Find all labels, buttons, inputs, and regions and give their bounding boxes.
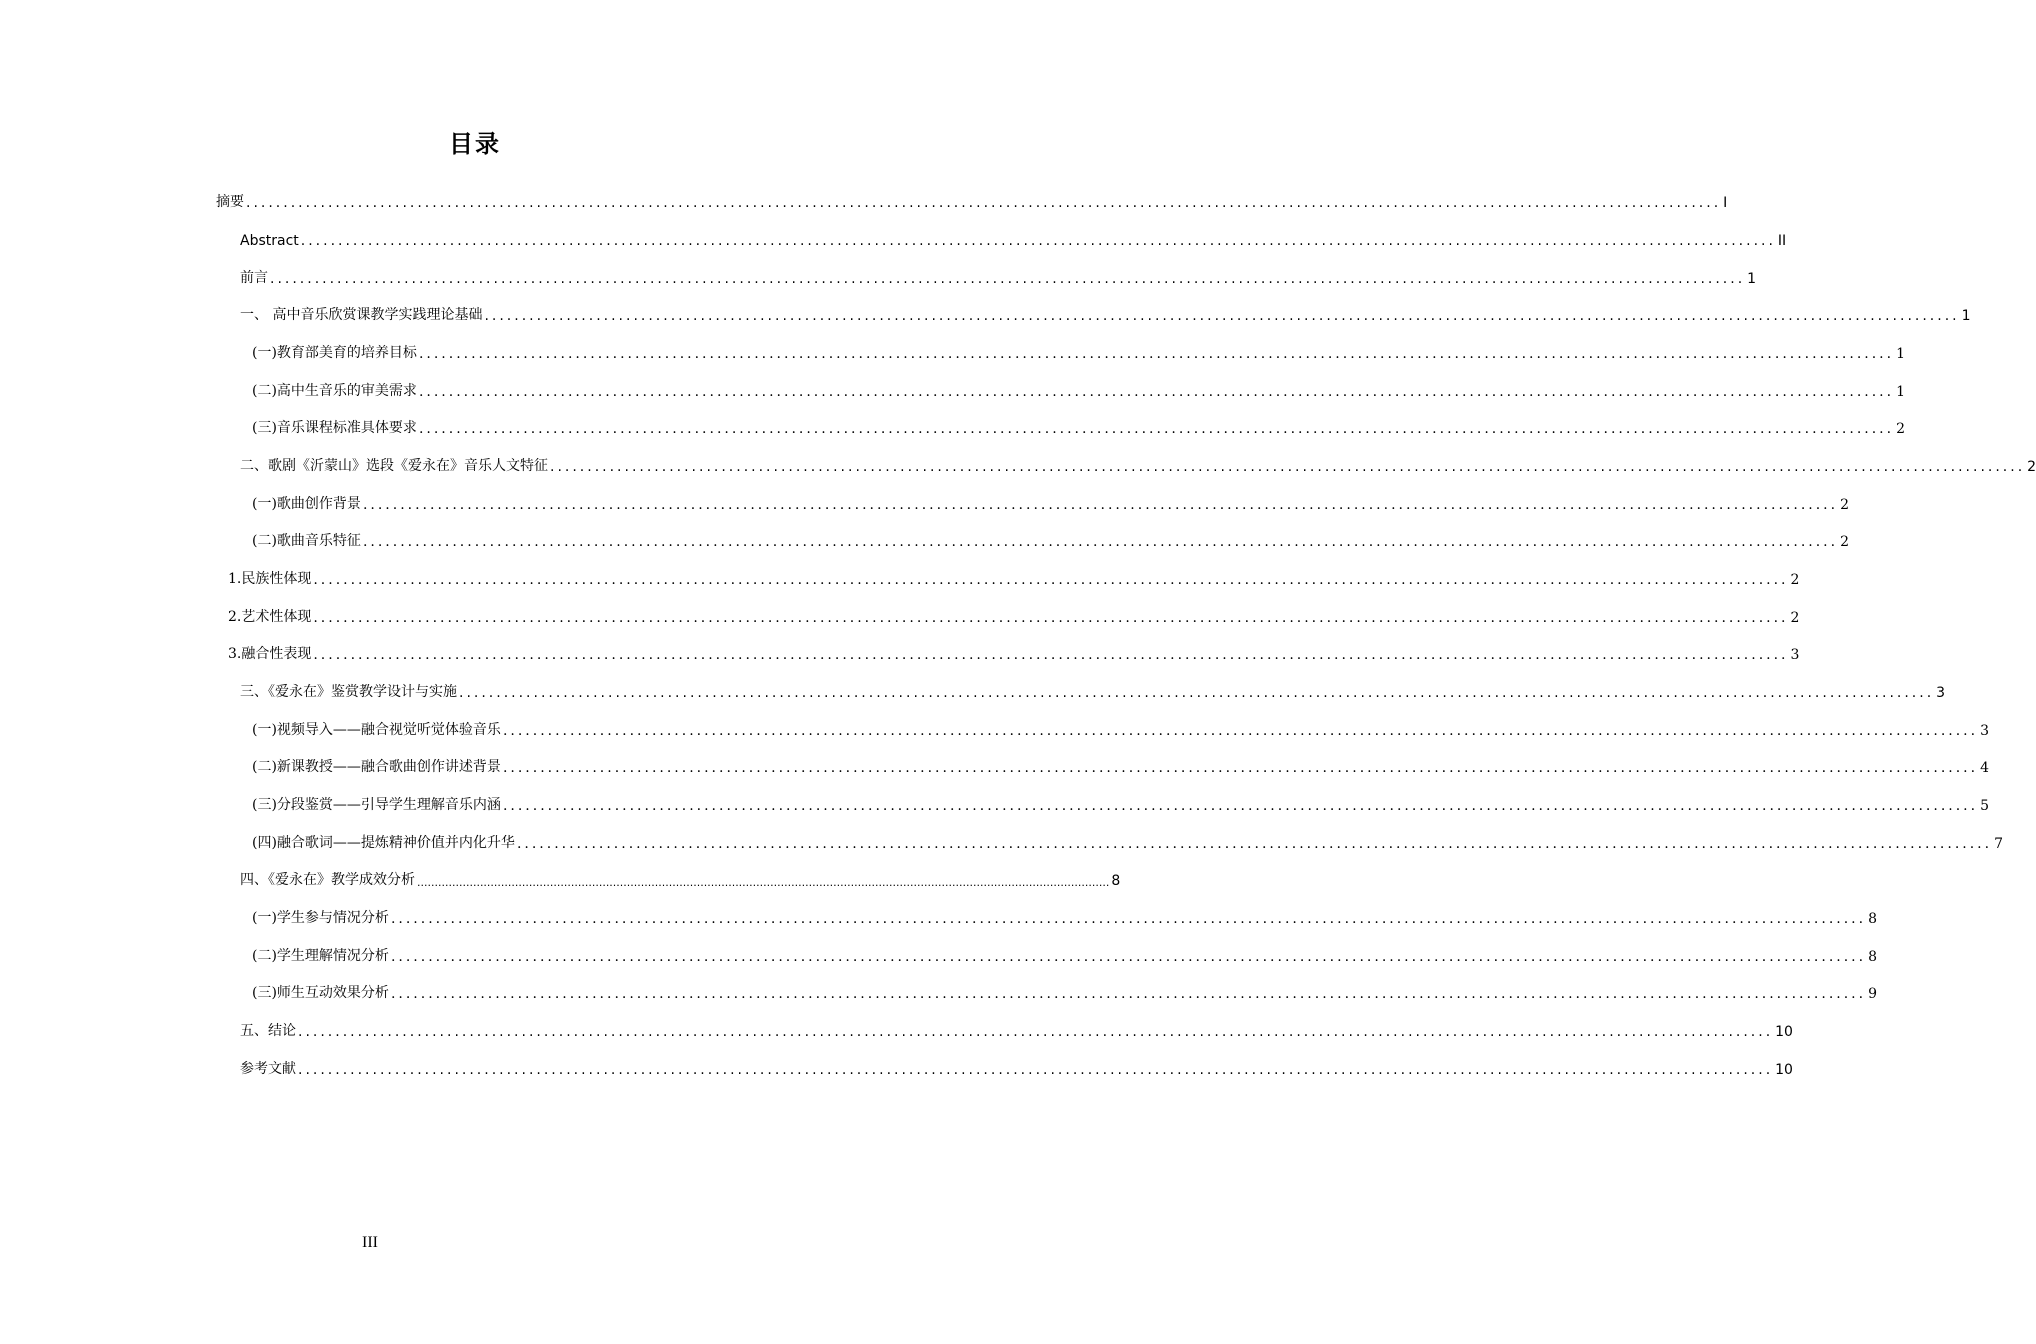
toc-entry-chapter-3[interactable] bbox=[240, 675, 1946, 701]
toc-entry-section-3-1[interactable] bbox=[252, 713, 1989, 739]
toc-entry-label: 四、《爱永在》教学成效分析 bbox=[240, 872, 415, 888]
toc-entry-section-3-4[interactable] bbox=[252, 826, 2003, 852]
toc-entry-section-1-3[interactable] bbox=[252, 411, 1905, 437]
toc-entry-preface[interactable] bbox=[240, 261, 1757, 287]
toc-leader: ...................................................................................................................................................................................................... bbox=[362, 497, 1839, 513]
toc-entry-chapter-2[interactable] bbox=[240, 449, 2036, 475]
toc-entry-label: (三)分段鉴赏——引导学生理解音乐内涵 bbox=[252, 797, 501, 813]
toc-entry-label: (四)融合歌词——提炼精神价值并内化升华 bbox=[252, 835, 515, 851]
toc-entry-label: (二)新课教授——融合歌曲创作讲述背景 bbox=[252, 759, 501, 775]
toc-leader: ...................................................................................................................................................................................................... bbox=[313, 647, 1789, 663]
toc-entry-page: 4 bbox=[1980, 760, 1989, 776]
toc-leader: ...................................................................................................................................................................................................... bbox=[313, 572, 1789, 588]
toc-entry-section-4-3[interactable] bbox=[252, 976, 1877, 1002]
toc-leader: ...................................................................................................................................................................................................... bbox=[418, 384, 1895, 400]
toc-entry-page: 8 bbox=[1868, 949, 1877, 965]
toc-leader: ...................................................................................................................................................................................................... bbox=[390, 986, 1867, 1002]
toc-leader: ...................................................................................................................................................................................................... bbox=[298, 1062, 1774, 1078]
toc-leader: ...................................................................................................................................................................................................... bbox=[418, 421, 1895, 437]
toc-title: 目录 bbox=[449, 130, 501, 158]
toc-entry-page: 10 bbox=[1775, 1024, 1793, 1040]
toc-entry-page: 1 bbox=[1747, 271, 1757, 287]
toc-entry-label: 二、歌剧《沂蒙山》选段《爱永在》音乐人文特征 bbox=[240, 458, 548, 474]
toc-leader: ...................................................................................................................................................................................................... bbox=[550, 459, 2026, 475]
toc-entry-label: (一)学生参与情况分析 bbox=[252, 910, 389, 926]
toc-entry-page: 2 bbox=[1840, 497, 1849, 513]
toc-entry-label: 2.艺术性体现 bbox=[228, 609, 312, 625]
toc-entry-page: 8 bbox=[1868, 911, 1877, 927]
toc-entry-label: 三、《爱永在》鉴赏教学设计与实施 bbox=[240, 684, 457, 700]
toc-entry-label: 3.融合性表现 bbox=[228, 646, 312, 662]
toc-entry-label: (三)音乐课程标准具体要求 bbox=[252, 420, 417, 436]
toc-entry-page: 8 bbox=[1111, 873, 1121, 889]
toc-entry-label: (二)学生理解情况分析 bbox=[252, 948, 389, 964]
toc-entry-page: 2 bbox=[1790, 610, 1800, 626]
toc-leader: ...................................................................................................................................................................................................... bbox=[502, 798, 1979, 814]
toc-leader: ...................................................................................................................................................................................................... bbox=[418, 346, 1895, 362]
toc-leader: ...................................................................................................................................................................................................... bbox=[313, 610, 1789, 626]
toc-entry-subsection-1[interactable] bbox=[228, 562, 1800, 588]
toc-leader: ...................................................................................................................................................................................................... bbox=[484, 308, 1960, 324]
toc-entry-label: 参考文献 bbox=[240, 1061, 296, 1077]
toc-entry-page: 9 bbox=[1868, 986, 1877, 1002]
toc-leader: ...................................................................................................................................................................................................... bbox=[362, 534, 1839, 550]
toc-entry-section-4-2[interactable] bbox=[252, 939, 1877, 965]
toc-entry-page: 3 bbox=[1980, 723, 1989, 739]
toc-leader: ...................................................................................................................................................................................................... bbox=[502, 760, 1979, 776]
toc-entry-page: 10 bbox=[1775, 1062, 1793, 1078]
toc-entry-label: (二)歌曲音乐特征 bbox=[252, 533, 361, 549]
toc-leader: ...................................................................................................................................................................................................... bbox=[298, 1024, 1774, 1040]
toc-entry-label: 前言 bbox=[240, 270, 268, 286]
toc-entry-section-4-1[interactable] bbox=[252, 901, 1877, 927]
toc-entry-page: 2 bbox=[1896, 421, 1905, 437]
toc-entry-chapter-4[interactable] bbox=[240, 863, 1121, 889]
toc-leader: ...................................................................................................................................................................................................... bbox=[390, 949, 1867, 965]
toc-entry-section-1-1[interactable] bbox=[252, 336, 1905, 362]
toc-entry-page: 7 bbox=[1994, 836, 2003, 852]
toc-entry-label: (一)教育部美育的培养目标 bbox=[252, 345, 417, 361]
toc-entry-subsection-2[interactable] bbox=[228, 600, 1800, 626]
toc-entry-references[interactable] bbox=[240, 1052, 1793, 1078]
toc-entry-label: 摘要 bbox=[216, 194, 244, 210]
toc-entry-page: 3 bbox=[1790, 647, 1800, 663]
toc-entry-subsection-3[interactable] bbox=[228, 637, 1800, 663]
toc-leader: ...................................................................................................................................................................................................... bbox=[270, 271, 1746, 287]
toc-entry-page: 2 bbox=[1840, 534, 1849, 550]
toc-entry-section-3-3[interactable] bbox=[252, 788, 1989, 814]
toc-entry-label: 五、结论 bbox=[240, 1023, 296, 1039]
toc-entry-label: 一、 高中音乐欣赏课教学实践理论基础 bbox=[240, 307, 483, 323]
toc-entry-label: (一)视频导入——融合视觉听觉体验音乐 bbox=[252, 722, 501, 738]
toc-entry-label: (一)歌曲创作背景 bbox=[252, 496, 361, 512]
toc-entry-section-3-2[interactable] bbox=[252, 750, 1989, 776]
toc-entry-chapter-1[interactable] bbox=[240, 298, 1971, 324]
toc-entry-page: 3 bbox=[1936, 685, 1946, 701]
toc-entry-label: 1.民族性体现 bbox=[228, 571, 312, 587]
toc-entry-page: I bbox=[1723, 195, 1728, 211]
toc-entry-page: 2 bbox=[1790, 572, 1800, 588]
toc-entry-abstract-cn[interactable] bbox=[216, 185, 1728, 211]
toc-entry-section-2-2[interactable] bbox=[252, 524, 1849, 550]
toc-leader: ...................................................................................................................................................................................................... bbox=[417, 876, 1110, 889]
toc-entry-conclusion[interactable] bbox=[240, 1014, 1793, 1040]
toc-entry-label: (三)师生互动效果分析 bbox=[252, 985, 389, 1001]
toc-leader: ...................................................................................................................................................................................................... bbox=[300, 233, 1776, 249]
toc-entry-page: 2 bbox=[2027, 459, 2036, 475]
page-number: III bbox=[362, 1234, 378, 1251]
toc-leader: ...................................................................................................................................................................................................... bbox=[390, 911, 1867, 927]
toc-entry-label: (二)高中生音乐的审美需求 bbox=[252, 383, 417, 399]
toc-leader: ...................................................................................................................................................................................................... bbox=[459, 685, 1935, 701]
toc-leader: ...................................................................................................................................................................................................... bbox=[502, 723, 1979, 739]
toc-entry-label: Abstract bbox=[240, 233, 299, 249]
toc-entry-page: II bbox=[1777, 233, 1787, 249]
toc-entry-section-1-2[interactable] bbox=[252, 374, 1905, 400]
toc-leader: ...................................................................................................................................................................................................... bbox=[516, 836, 1993, 852]
toc-entry-section-2-1[interactable] bbox=[252, 487, 1849, 513]
toc-leader: ...................................................................................................................................................................................................... bbox=[246, 195, 1722, 211]
toc-entry-page: 1 bbox=[1896, 384, 1905, 400]
toc-entry-abstract-en[interactable] bbox=[240, 223, 1787, 249]
toc-entry-page: 5 bbox=[1980, 798, 1989, 814]
toc-entry-page: 1 bbox=[1961, 308, 1971, 324]
toc-entry-page: 1 bbox=[1896, 346, 1905, 362]
